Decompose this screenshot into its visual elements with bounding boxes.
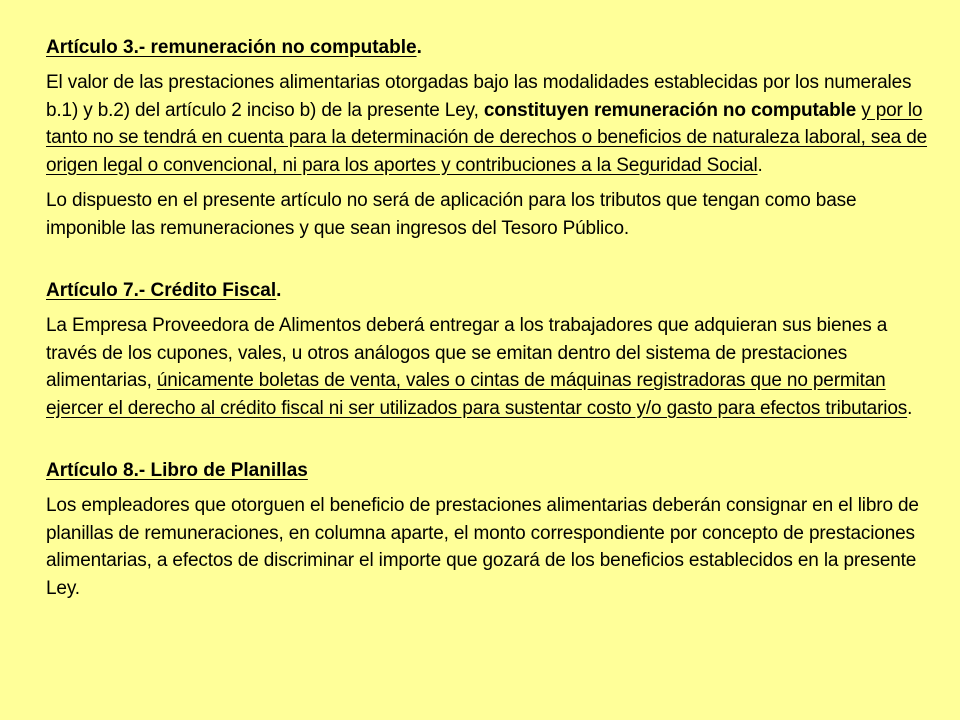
article-3-heading <box>46 34 930 61</box>
article-7-period: . <box>907 397 913 419</box>
section-gap <box>46 430 930 457</box>
article-3-title-period: . <box>416 37 422 58</box>
article-3-title: Artículo 3.- remuneración no computable <box>46 37 417 58</box>
article-7-text: La Empresa Proveedora de Alimentos deberá entregar a los trabajadores que adquieran sus bienes a través de los cupones, vales, u otros análogos que se emitan dentro del sistema de prestaciones alimentarias, <box>46 315 888 391</box>
section-gap <box>46 250 930 277</box>
article-8-paragraph-1: Los empleadores que otorguen el beneficio de prestaciones alimentarias deberán consignar en el libro de planillas de remuneraciones, en columna aparte, el monto correspondiente por concepto de prestaciones alimentarias, a efectos de discriminar el importe que gozará de los beneficios establecidos en la presente Ley. <box>46 495 919 599</box>
article-7-title: Artículo 7.- Crédito Fiscal <box>46 280 277 301</box>
article-3-paragraph-1 <box>46 69 930 179</box>
article-3-period: . <box>757 154 763 176</box>
article-3-bold-text: constituyen remuneración no computable <box>483 99 857 121</box>
article-3-paragraph-2: Lo dispuesto en el presente artículo no será de aplicación para los tributos que tengan como base imponible las remuneraciones y que sean ingresos del Tesoro Público. <box>46 190 857 239</box>
article-7-paragraph-1 <box>46 312 930 422</box>
article-7-heading <box>46 277 930 304</box>
article-8-title: Artículo 8.- Libro de Planillas <box>46 460 308 481</box>
article-8-heading <box>46 457 930 484</box>
article-3-underlined-text: y por lo tanto no se tendrá en cuenta para la determinación de derechos o beneficios de naturaleza laboral, sea de origen legal o convencional, ni para los aportes y contribuciones a la Seguridad Social <box>46 99 928 176</box>
article-3-text: El valor de las prestaciones alimentarias otorgadas bajo las modalidades establecidas por los numerales b.1) y b.2) del artículo 2 inciso b) de la presente Ley, <box>46 72 912 121</box>
article-7-underlined-text: únicamente boletas de venta, vales o cintas de máquinas registradoras que no permitan ejercer el derecho al crédito fiscal ni ser utilizados para sustentar costo y/o gasto para efectos tributarios <box>46 370 908 419</box>
article-7-title-period: . <box>276 280 282 301</box>
